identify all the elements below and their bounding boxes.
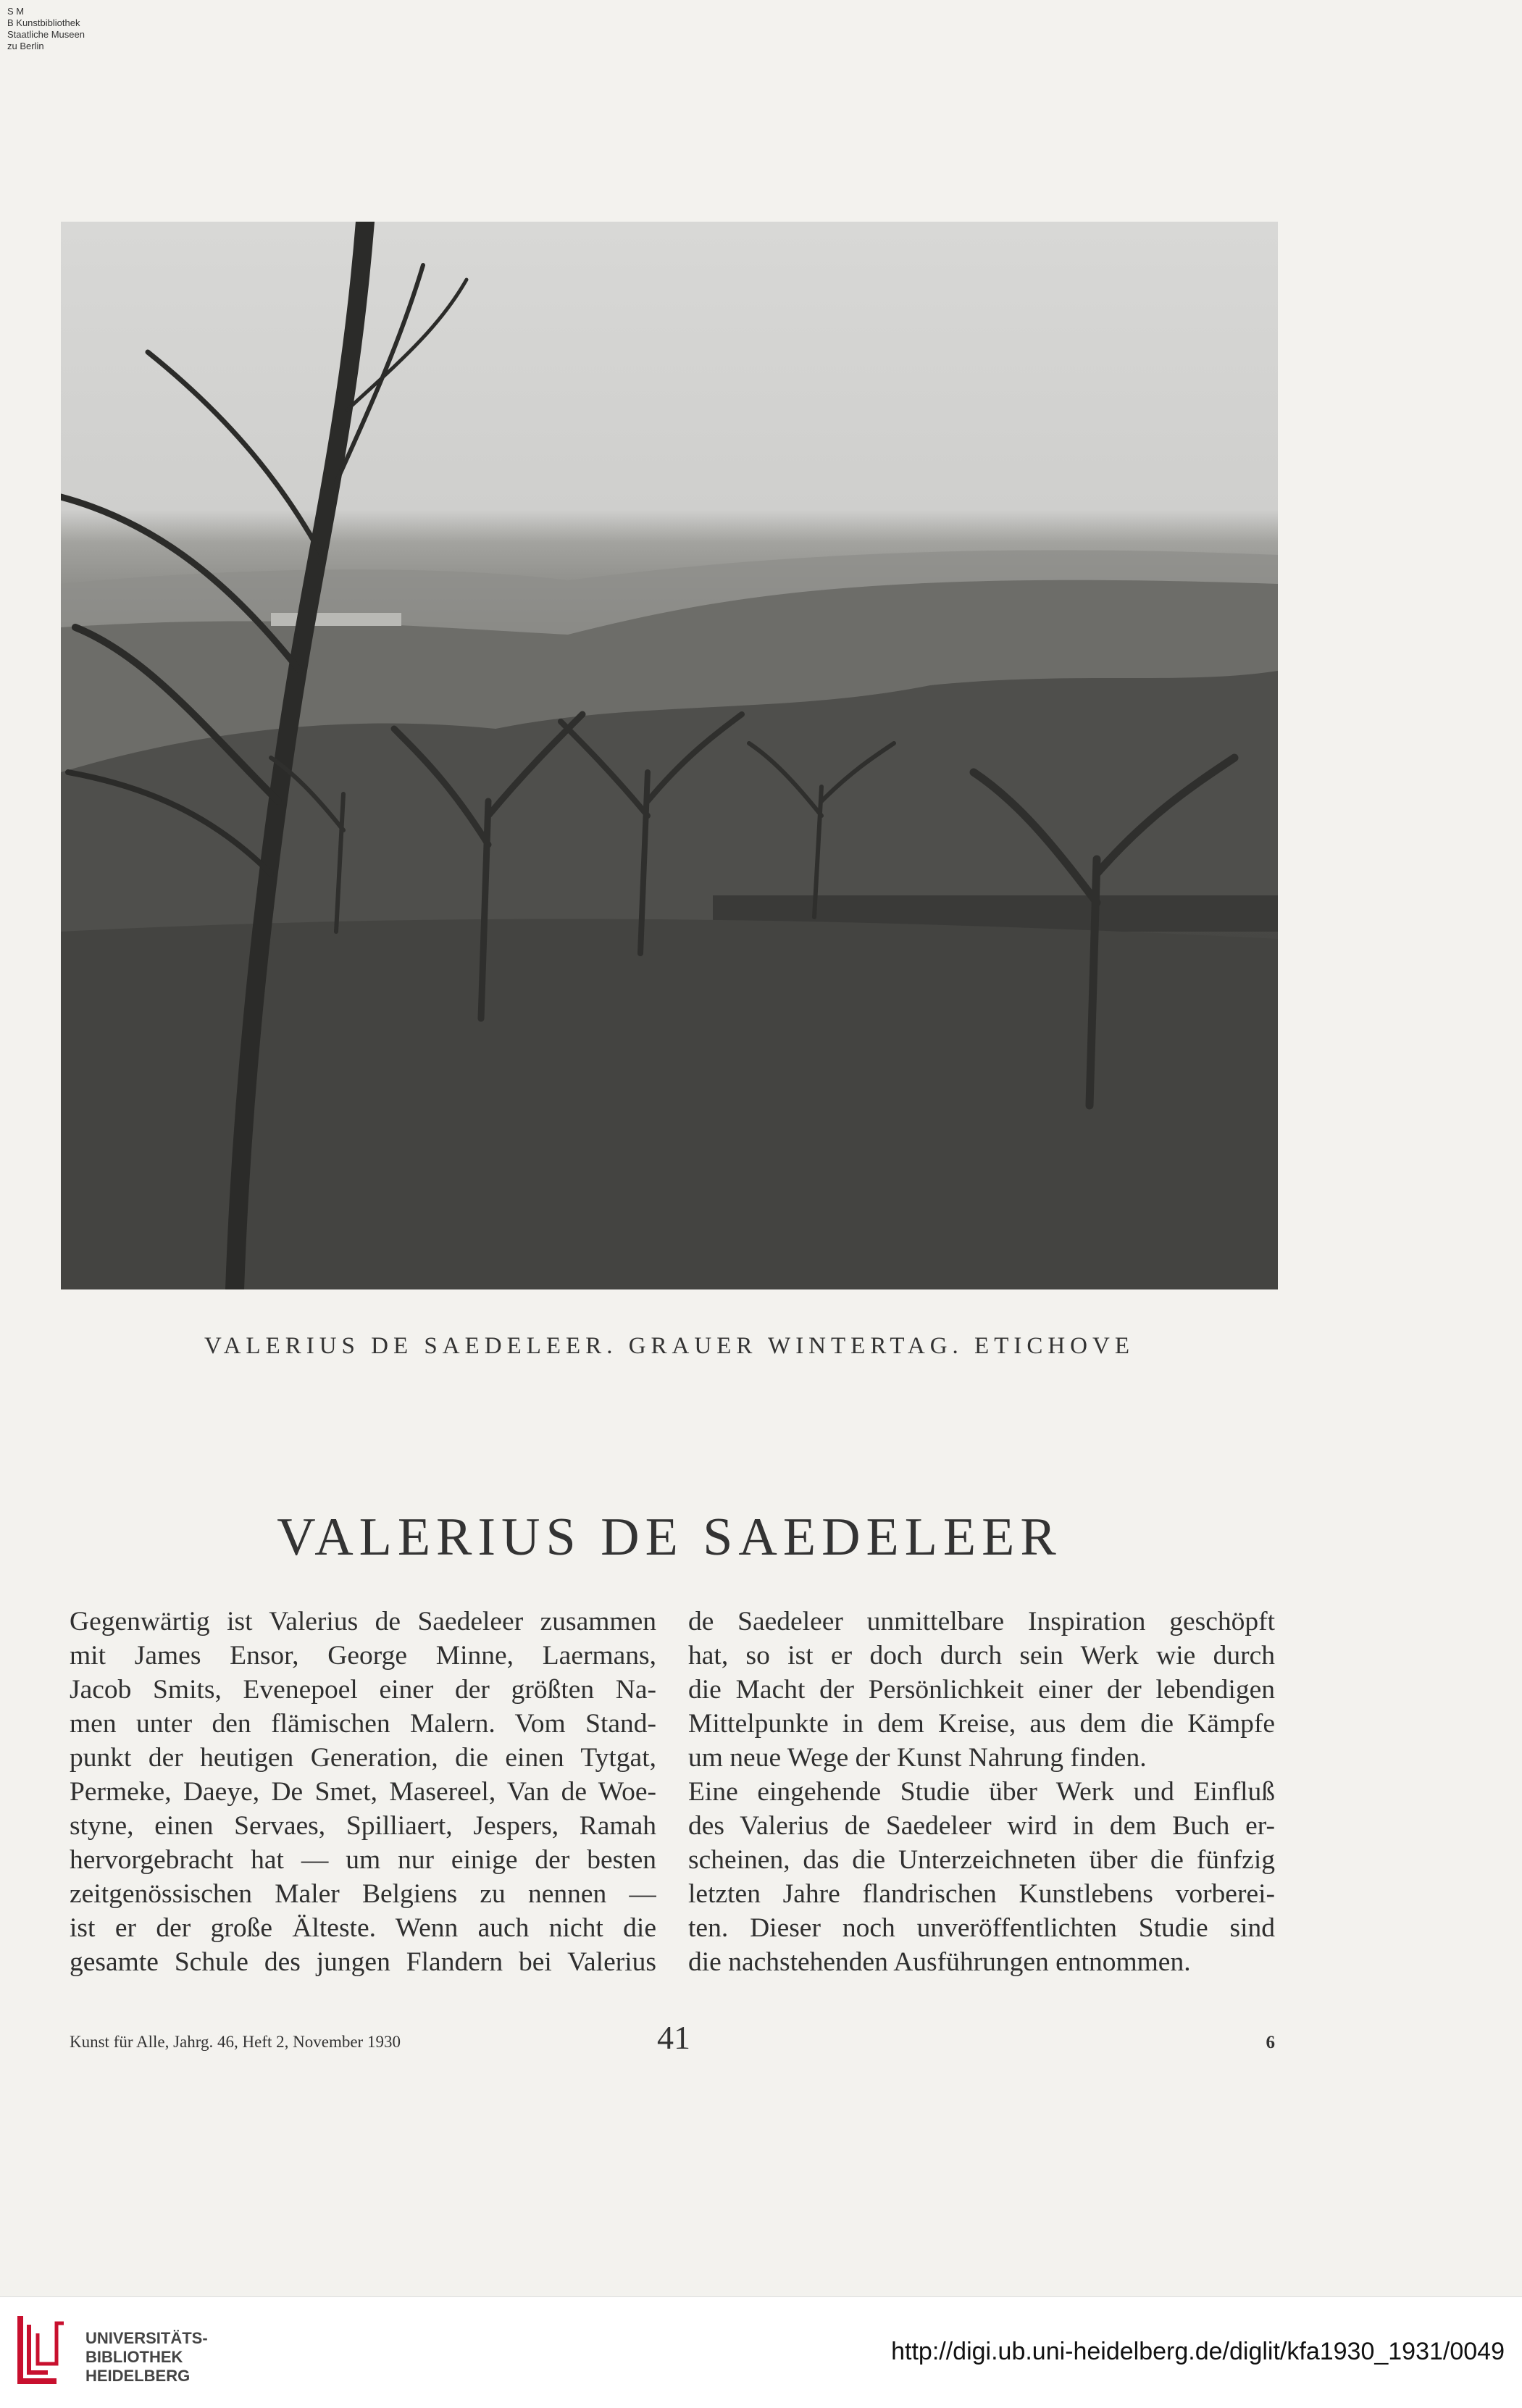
text-line: Eine eingehende Studie über Werk und Einfluß <box>688 1777 1275 1807</box>
text-line: ten. Dieser noch unveröffentlichten Studie sind <box>688 1913 1275 1943</box>
text-line: Jacob Smits, Evenepoel einer der größten Na- <box>70 1675 656 1705</box>
text-line: mit James Ensor, George Minne, Laermans, <box>70 1641 656 1671</box>
landscape-illustration <box>61 222 1278 1289</box>
page-number: 41 <box>657 2019 690 2056</box>
library-footer-bar <box>0 2296 1522 2408</box>
text-line: Gegenwärtig ist Valerius de Saedeleer zusammen <box>70 1607 656 1636</box>
text-line: punkt der heutigen Generation, die einen Tytgat, <box>70 1743 656 1773</box>
text-line: hat, so ist er doch durch sein Werk wie durch <box>688 1641 1275 1671</box>
library-name-line: UNIVERSITÄTS- <box>85 2329 208 2347</box>
text-line: die Macht der Persönlichkeit einer der lebendigen <box>688 1675 1275 1705</box>
library-name <box>85 2329 208 2386</box>
text-line: men unter den flämischen Malern. Vom Stand- <box>70 1709 656 1739</box>
text-column-right <box>688 1605 1275 1979</box>
library-logo-icon <box>13 2309 71 2388</box>
library-name-line: BIBLIOTHEK <box>85 2348 183 2366</box>
permalink-url[interactable]: http://digi.ub.uni-heidelberg.de/diglit/kfa1930_1931/0049 <box>891 2338 1505 2365</box>
text-line: Mittelpunkte in dem Kreise, aus dem die Kämpfe <box>688 1709 1275 1739</box>
stamp-line: zu Berlin <box>7 41 44 51</box>
signature-mark: 6 <box>1266 2033 1275 2052</box>
library-stamp <box>7 6 85 52</box>
text-line: des Valerius de Saedeleer wird in dem Buch er- <box>688 1811 1275 1841</box>
landscape-photograph <box>61 222 1278 1289</box>
library-name-line: HEIDELBERG <box>85 2367 191 2385</box>
text-line: styne, einen Servaes, Spilliaert, Jespers, Ramah <box>70 1811 656 1841</box>
stamp-line: S M <box>7 6 25 17</box>
photo-caption: VALERIUS DE SAEDELEER. GRAUER WINTERTAG. ETICHOVE <box>204 1333 1134 1359</box>
text-line: de Saedeleer unmittelbare Inspiration geschöpft <box>688 1607 1275 1636</box>
stamp-line: Staatliche Museen <box>7 29 85 40</box>
text-line: zeitgenössischen Maler Belgiens zu nennen — <box>70 1879 656 1909</box>
text-line: um neue Wege der Kunst Nahrung finden. <box>688 1743 1147 1773</box>
stamp-line: B Kunstbibliothek <box>7 17 80 28</box>
text-line: scheinen, das die Unterzeichneten über die fünfzig <box>688 1845 1275 1875</box>
text-line: gesamte Schule des jungen Flandern bei Valerius <box>70 1947 656 1977</box>
journal-reference: Kunst für Alle, Jahrg. 46, Heft 2, November 1930 <box>70 2033 401 2051</box>
text-line: die nachstehenden Ausführungen entnommen. <box>688 1947 1191 1977</box>
text-column-left <box>70 1605 656 1979</box>
article-title: VALERIUS DE SAEDELEER <box>277 1508 1062 1567</box>
text-line: Permeke, Daeye, De Smet, Masereel, Van de Woe- <box>70 1777 656 1807</box>
text-line: ist er der große Älteste. Wenn auch nicht die <box>70 1913 656 1943</box>
text-line: letzten Jahre flandrischen Kunstlebens vorberei- <box>688 1879 1275 1909</box>
text-line: hervorgebracht hat — um nur einige der besten <box>70 1845 656 1875</box>
